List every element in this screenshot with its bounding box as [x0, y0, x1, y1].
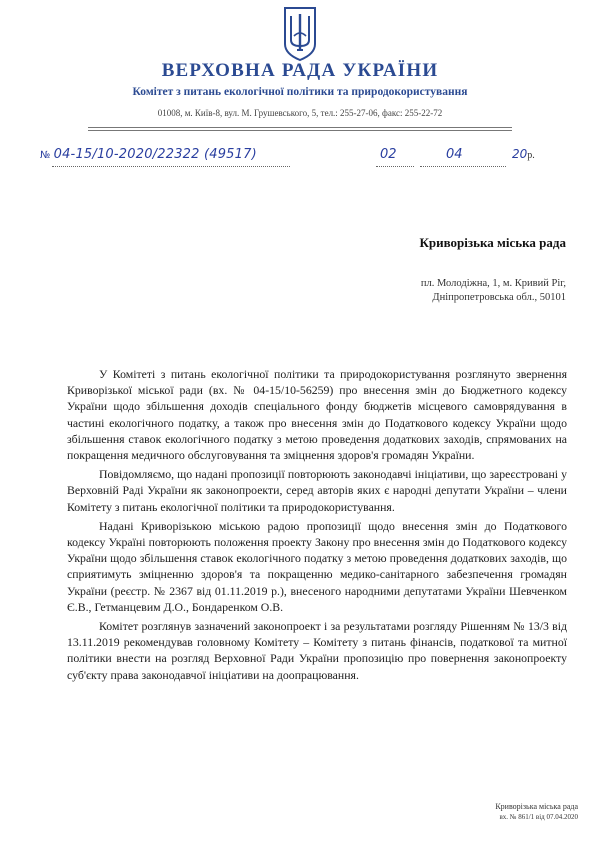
recipient-address-line1: пл. Молодіжна, 1, м. Кривий Ріг,: [420, 278, 566, 289]
letter-body: [67, 366, 567, 686]
body-paragraph: Повідомляємо, що надані пропозиції повторюють законодавчі ініціативи, що зареєстровані у Верховній Раді України як законопроекти, серед авторів яких є народні депутати України – члени Комітету з питань екологічної політики та природокористування.: [67, 467, 567, 514]
recipient-address-line2: Дніпропетровська обл., 50101: [432, 292, 566, 303]
body-paragraph: У Комітеті з питань екологічної політики та природокористування розглянуто звернення Криворізької міської ради (вх. № 04-15/10-56259) про внесення змін до Бюджетного кодексу України щодо збільшення доходів спеціального фонду бюджетів місцевого самоврядування в частині екологічного податку, а також про внесення змін до Податкового кодексу України щодо збільшення ставок екологічного податку з метою проведення додаткових заходів, спрямованих на покращення медичного обслуговування та зміцнення здоров'я громадян України.: [67, 367, 567, 463]
header-divider-top: [88, 127, 512, 128]
date-day: 02: [380, 147, 397, 162]
date-year-suffix: р.: [527, 150, 535, 161]
organization-name: ВЕРХОВНА РАДА УКРАЇНИ: [161, 60, 439, 81]
committee-name: Комітет з питань екологічної політики та природокористування: [132, 86, 468, 98]
body-paragraph: Комітет розглянув зазначений законопроект і за результатами розгляду Рішенням № 13/3 від 13.11.2019 рекомендував головному Комітету – Комітету з питань фінансів, податкової та митної політики внести на розгляд Верховної Ради України пропозицію про повернення законопроекту суб'єкту права законодавчої ініціативи на доопрацювання.: [67, 619, 567, 682]
date-day-line: [376, 166, 414, 167]
trident-coat-of-arms-icon: [280, 6, 320, 62]
registration-number-line: [52, 166, 290, 167]
date-year-value: 20: [512, 147, 528, 161]
incoming-stamp: [410, 802, 578, 821]
stamp-incoming-number: вх. № 861/1 від 07.04.2020: [499, 813, 578, 821]
body-paragraph: Надані Криворізькою міською радою пропозиції щодо внесення змін до Податкового кодексу Україні повторюють положення проекту Закону про внесення змін до Податкового кодексу України щодо збільшення ставок екологічного податку з метою проведення додаткових заходів, що сприятимуть зміцненню здоров'я та покращенню медико-санітарного забезпечення громадян України (реєстр. № 2367 від 01.11.2019 р.), внесеного народними депутатами України Шевченком Є.В., Гетманцевим Д.О., Бондаренком О.В.: [67, 518, 567, 614]
committee-address: 01008, м. Київ-8, вул. М. Грушевського, 5, тел.: 255-27-06, факс: 255-22-72: [157, 108, 443, 118]
recipient-name: Криворізька міська рада: [419, 235, 566, 250]
registration-number-value: 04-15/10-2020/22322 (49517): [53, 147, 257, 162]
header-divider-bottom: [88, 130, 512, 131]
date-month: 04: [446, 147, 463, 162]
date-month-line: [420, 166, 506, 167]
date-year: [512, 147, 535, 162]
stamp-organization: Криворізька міська рада: [495, 802, 578, 811]
registration-number: [40, 147, 257, 162]
number-sign: №: [40, 150, 51, 161]
